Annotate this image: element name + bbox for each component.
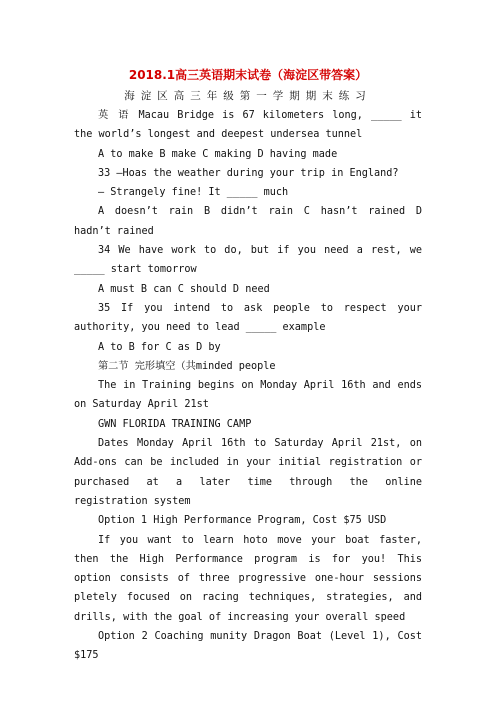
paragraph: Dates Monday April 16th to Saturday April 21st, on Add-ons can be included in your initial registration or purchased at a later time through the online registration system [74,438,422,507]
paragraph: Option 1 High Performance Program, Cost $75 USD [98,515,387,527]
paragraph: A must B can C should D need [98,283,270,295]
paragraph: 英 语 Macau Bridge is 67 kilometers long, _____ it the world’s longest and deepest undersea tunnel [74,110,422,141]
paragraph: 35 If you intend to ask people to respect your authority, you need to lead _____ example [74,302,422,334]
paragraph: A to B for C as D by [98,341,221,353]
paragraph: 第二节 完形填空（共minded people [98,360,276,372]
paragraph: — Strangely fine! It _____ much [98,187,289,199]
paragraph: The in Training begins on Monday April 16th and ends on Saturday April 21st [74,380,422,411]
paragraph: 33 —Hoas the weather during your trip in England? [98,167,399,179]
document-title: 2018.1高三英语期末试卷（海淀区带答案） [128,68,368,82]
document-body [74,106,422,666]
paragraph: GWN FLORIDA TRAINING CAMP [98,418,252,430]
paragraph: If you want to learn hoto move your boat faster, then the High Performance program is for you! This option consists of three progressive one-hour sessions pletely focused on racing techniques, strategies, and drills, with the goal of increasing your overall speed [74,534,422,623]
paragraph: A to make B make C making D having made [98,148,338,160]
paragraph: 34 We have work to do, but if you need a rest, we _____ start tomorrow [74,245,422,276]
paragraph: A doesn’t rain B didn’t rain C hasn’t rained D hadn’t rained [74,206,422,237]
document-subtitle: 海淀区高三年级第一学期期末练习 [124,90,372,102]
paragraph: Option 2 Coaching munity Dragon Boat (Level 1), Cost $175 [74,631,422,662]
